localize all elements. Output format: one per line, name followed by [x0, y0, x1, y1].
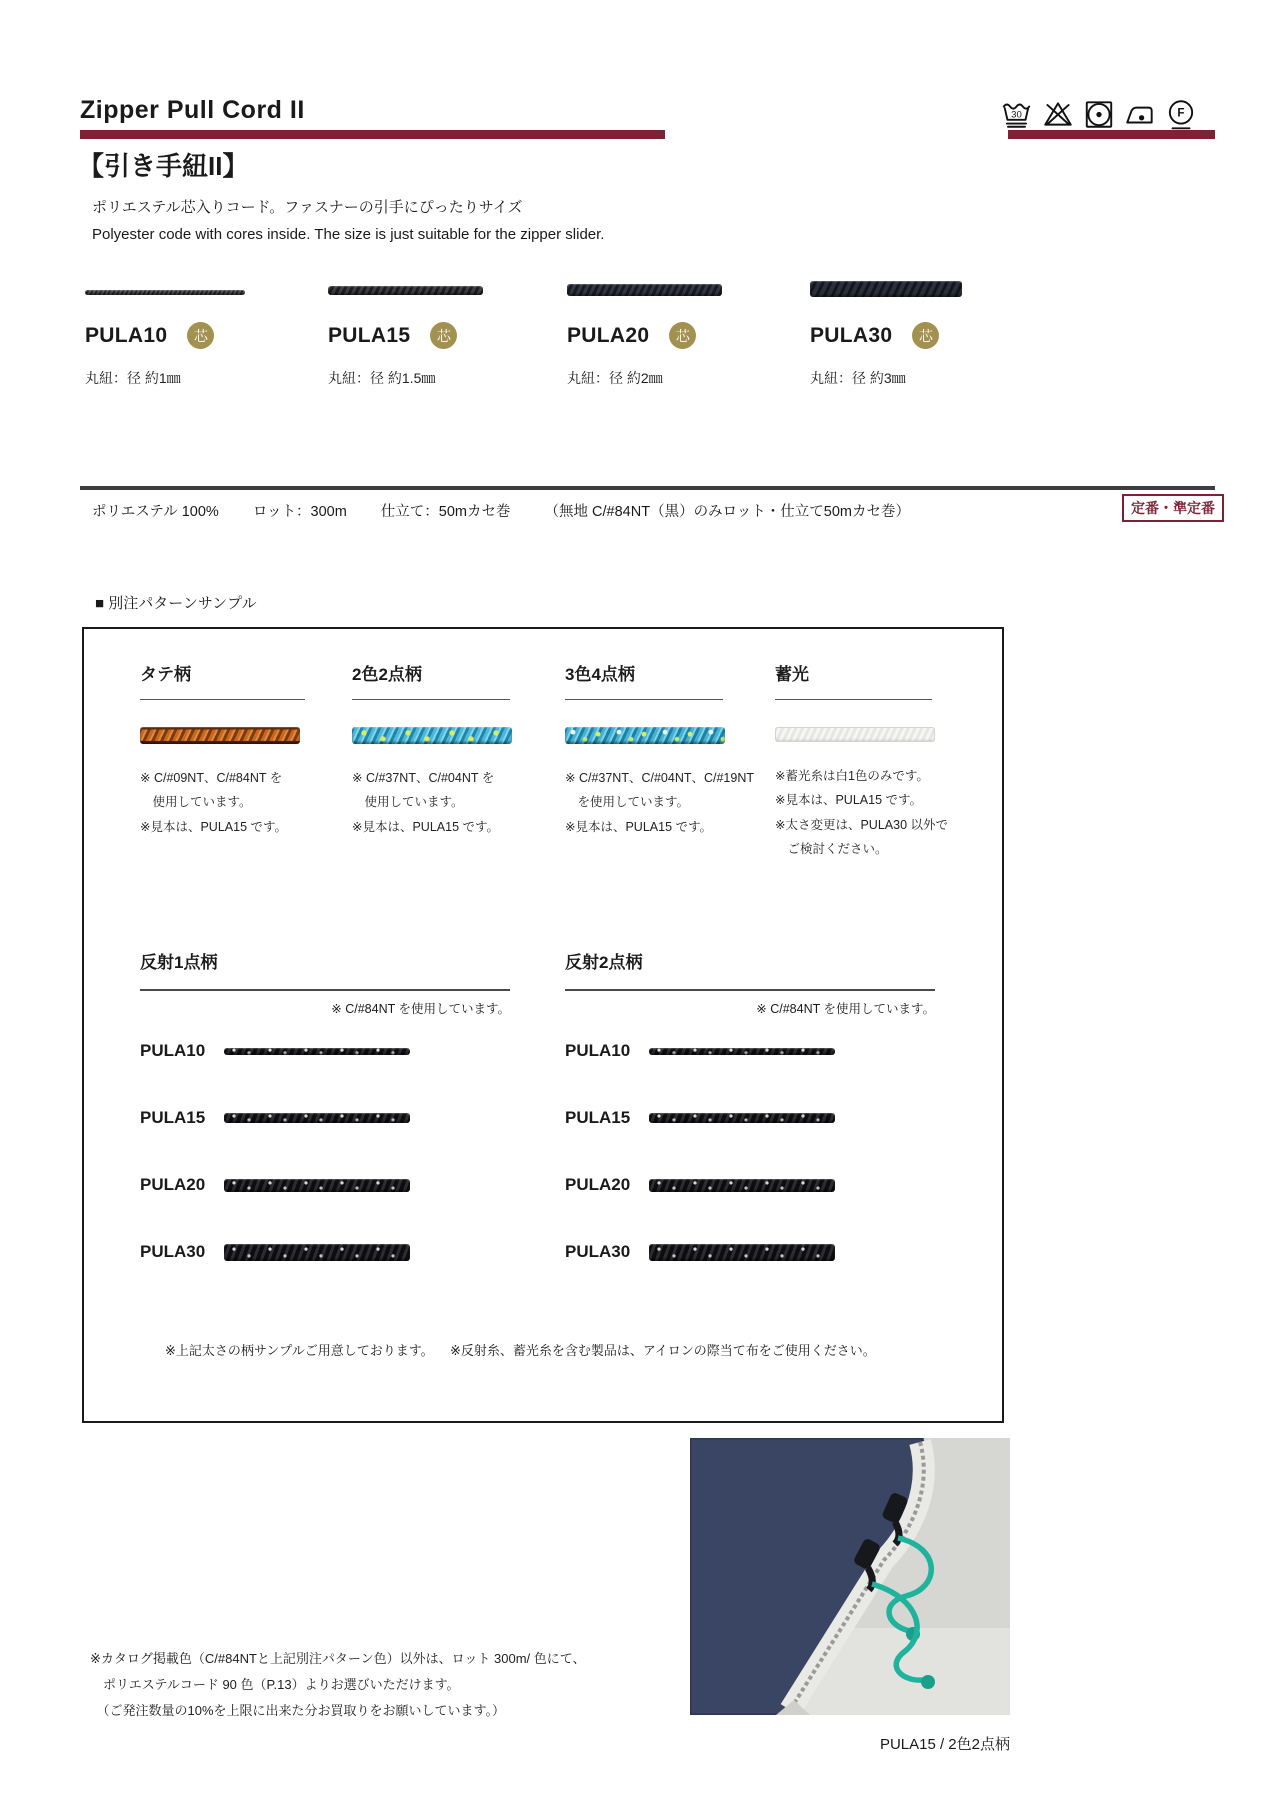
reflective-underline	[140, 989, 510, 991]
tumble-dry-icon	[1082, 97, 1116, 131]
pattern-2c2p	[352, 660, 567, 839]
product-name: PULA20	[567, 323, 650, 347]
product-photo	[690, 1438, 1010, 1715]
care-symbol-row	[1000, 97, 1198, 131]
pattern-notes	[352, 766, 567, 839]
core-badge-icon: 芯	[912, 322, 939, 349]
order-note-line: ポリエステルコード 90 色（P.13）よりお選びいただけます。	[90, 1677, 460, 1692]
reflective-cord-pula10	[649, 1048, 835, 1055]
note-line: ※太さ変更は、PULA30 以外で	[775, 817, 949, 832]
pattern-cord-tate	[140, 727, 300, 744]
product-size: 丸紐：径 約1㎜	[85, 370, 181, 386]
cord-sample-pula20	[567, 284, 722, 296]
reflective-cord-pula30	[649, 1244, 835, 1261]
reflective-row	[565, 1039, 935, 1063]
sample-section-title: ■ 別注パターンサンプル	[95, 595, 257, 612]
row-label: PULA20	[140, 1175, 206, 1194]
note-line: ※ C/#09NT、C/#84NT を	[140, 771, 283, 785]
row-label: PULA20	[565, 1175, 631, 1194]
reflective-rows	[140, 1039, 510, 1264]
pattern-title: 3色4点柄	[565, 665, 635, 684]
spec-row	[92, 500, 944, 521]
pattern-underline	[352, 699, 510, 700]
pattern-title: 2色2点柄	[352, 665, 422, 684]
wash-30-icon	[1000, 97, 1034, 131]
note-line: ご検討ください。	[775, 842, 888, 857]
pattern-underline	[775, 699, 932, 700]
product-name: PULA15	[328, 323, 411, 347]
pattern-title: タテ柄	[140, 665, 191, 684]
dry-clean-letter: F	[1177, 106, 1185, 120]
reflective-row	[140, 1039, 510, 1063]
product-name: PULA10	[85, 323, 168, 347]
title-accent-bar-right	[1008, 130, 1215, 139]
reflective-cord-pula15	[649, 1113, 835, 1123]
note-line: ※見本は、PULA15 です。	[775, 793, 923, 808]
row-label: PULA30	[140, 1242, 206, 1261]
order-notes	[90, 1646, 586, 1724]
reflective-title: 反射2点柄	[565, 953, 643, 972]
row-label: PULA15	[140, 1108, 206, 1127]
spec-note: （無地 C/#84NT（黒）のみロット・仕立て50mカセ巻）	[544, 504, 910, 520]
photo-caption: PULA15 / 2色2点柄	[879, 1736, 1010, 1753]
core-badge-icon: 芯	[669, 322, 696, 349]
reflective-note: ※ C/#84NT を使用しています。	[756, 1002, 935, 1016]
intro-jp: ポリエステル芯入りコード。ファスナーの引手にぴったりサイズ	[92, 199, 523, 216]
product-size: 丸紐：径 約3㎜	[810, 370, 906, 386]
no-bleach-icon	[1041, 97, 1075, 131]
product-pula20	[567, 280, 812, 405]
title-accent-bar-left	[80, 130, 665, 139]
reflective-row	[140, 1173, 510, 1197]
note-line: ※ C/#37NT、C/#04NT を	[352, 771, 495, 785]
cord-sample-pula10	[85, 290, 245, 295]
pattern-tate	[140, 660, 355, 839]
sample-box-note-2: ※反射糸、蓄光糸を含む製品は、アイロンの際当て布をご使用ください。	[450, 1343, 876, 1358]
pattern-underline	[565, 699, 723, 700]
pattern-title: 蓄光	[775, 665, 809, 684]
pattern-glow	[775, 660, 975, 862]
reflective-2dot-section	[565, 948, 935, 1307]
note-line: ※蓄光糸は白1色のみです。	[775, 769, 929, 783]
zipper-pull-photo-illustration	[690, 1438, 1010, 1715]
product-pula15	[328, 280, 573, 405]
pattern-underline	[140, 699, 305, 700]
reflective-row	[565, 1106, 935, 1130]
reflective-title: 反射1点柄	[140, 953, 218, 972]
row-label: PULA30	[565, 1242, 631, 1261]
row-label: PULA15	[565, 1108, 631, 1127]
cord-sample-pula30	[810, 281, 962, 297]
product-name: PULA30	[810, 323, 893, 347]
reflective-underline	[565, 989, 935, 991]
spec-finish: 仕立て：50mカセ巻	[380, 504, 511, 520]
reflective-row	[565, 1240, 935, 1264]
row-label: PULA10	[565, 1041, 631, 1060]
intro-text	[92, 194, 604, 248]
sample-box-note-1: ※上記太さの柄サンプルご用意しております。	[165, 1343, 434, 1358]
iron-icon	[1123, 97, 1157, 131]
pattern-cord-2c2p	[352, 727, 512, 744]
reflective-cord-pula20	[649, 1179, 835, 1192]
product-pula30	[810, 280, 1055, 405]
core-badge-icon: 芯	[187, 322, 214, 349]
reflective-cord-pula15	[224, 1113, 410, 1123]
page-title-jp: 【引き手紐II】	[78, 151, 249, 181]
reflective-1dot-section	[140, 948, 510, 1307]
reflective-row	[140, 1106, 510, 1130]
reflective-cord-pula10	[224, 1048, 410, 1055]
wash-temp-label: 30	[1011, 109, 1022, 121]
pattern-3c4p	[565, 660, 780, 839]
intro-en: Polyester code with cores inside. The size is just suitable for the zipper slider.	[92, 226, 605, 243]
standard-badge: 定番・準定番	[1122, 494, 1224, 522]
note-line: 使用しています。	[140, 795, 252, 810]
note-line: ※ C/#37NT、C/#04NT、C/#19NT	[565, 771, 755, 785]
note-line: を使用しています。	[565, 795, 690, 810]
reflective-cord-pula20	[224, 1179, 410, 1192]
dry-clean-f-icon	[1164, 97, 1198, 131]
pattern-notes	[775, 764, 975, 862]
note-line: ※見本は、PULA15 です。	[565, 819, 713, 834]
reflective-rows	[565, 1039, 935, 1264]
order-note-line: ※カタログ掲載色（C/#84NTと上記別注パターン色）以外は、ロット 300m/ 色にて、	[90, 1651, 586, 1666]
spec-divider	[80, 486, 1215, 490]
cord-sample-pula15	[328, 286, 483, 295]
order-note-line: （ご発注数量の10%を上限に出来た分お買取りをお願いしています。）	[90, 1703, 505, 1718]
pattern-cord-glow	[775, 727, 935, 742]
note-line: ※見本は、PULA15 です。	[352, 819, 500, 834]
pattern-notes	[565, 766, 780, 839]
note-line: 使用しています。	[352, 795, 464, 810]
pattern-notes	[140, 766, 355, 839]
row-label: PULA10	[140, 1041, 206, 1060]
core-badge-icon: 芯	[430, 322, 457, 349]
product-pula10	[85, 280, 330, 405]
spec-lot: ロット：300m	[252, 504, 347, 520]
reflective-row	[140, 1240, 510, 1264]
pattern-cord-3c4p	[565, 727, 725, 744]
reflective-cord-pula30	[224, 1244, 410, 1261]
product-size: 丸紐：径 約2㎜	[567, 370, 663, 386]
page-title-en: Zipper Pull Cord II	[80, 96, 305, 124]
note-line: ※見本は、PULA15 です。	[140, 819, 288, 834]
spec-material: ポリエステル 100%	[92, 504, 219, 520]
product-size: 丸紐：径 約1.5㎜	[328, 370, 436, 386]
reflective-note: ※ C/#84NT を使用しています。	[331, 1002, 510, 1016]
reflective-row	[565, 1173, 935, 1197]
